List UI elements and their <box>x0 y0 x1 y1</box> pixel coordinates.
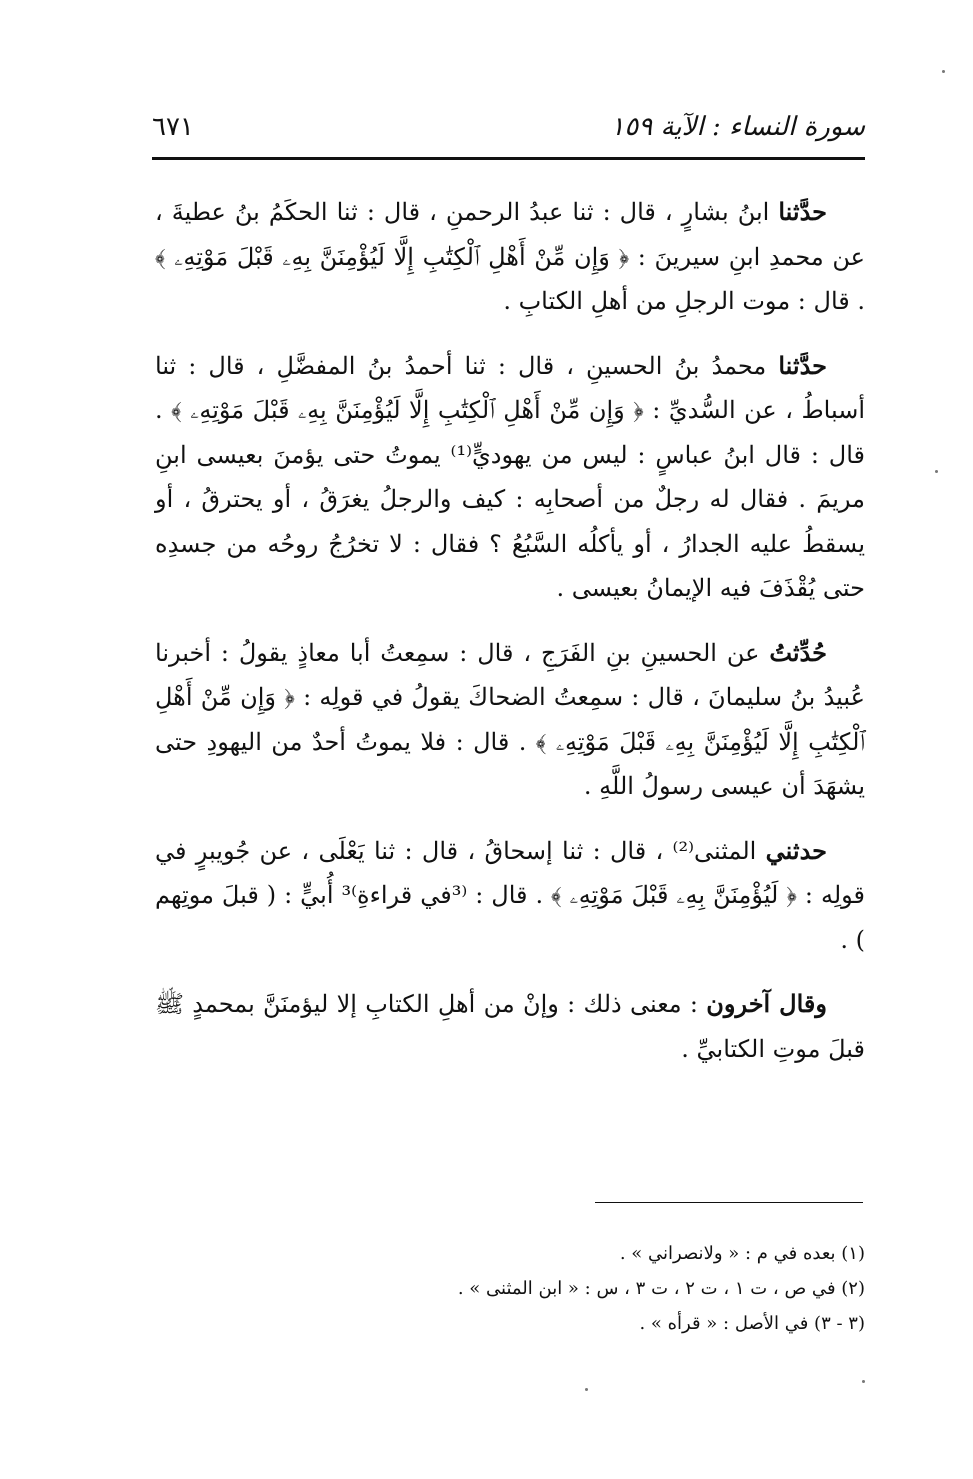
scan-speck <box>935 470 938 473</box>
footnote-3: (٣ - ٣) في الأصل : « قرأه » . <box>639 1313 865 1334</box>
paragraph-body: المثنى⁽²⁾ ، قال : ثنا إسحاقُ ، قال : ثنا يَعْلَى ، عن جُويبرٍ في قولِه : ﴿ لَيُؤْمِنَنَّ بِهِۦ قَبْلَ مَوْتِهِۦ ﴾ . قال : ⁽³في قراءةِ⁾³ أُبيٍّ : ( قبلَ موتِهم ) . <box>155 836 866 954</box>
paragraph-3 <box>155 631 865 809</box>
page-header <box>152 112 865 152</box>
page-number: ٦٧١ <box>152 112 194 142</box>
paragraph-1 <box>155 190 865 324</box>
paragraph-lead: حدثني <box>765 835 827 865</box>
surah-title: سورة النساء : الآية ١٥٩ <box>610 112 865 142</box>
paragraph-body: : معنى ذلك : وإنْ من أهلِ الكتابِ إلا ليؤمنَنَّ بمحمدٍ ﷺ قبلَ موتِ الكتابيِّ . <box>155 990 865 1063</box>
footnotes <box>155 1236 865 1341</box>
paragraph-2 <box>155 344 865 611</box>
paragraph-body: ابنُ بشارٍ ، قال : ثنا عبدُ الرحمنِ ، قال : ثنا الحكَمُ بنُ عطيةَ ، عن محمدِ ابنِ سيرينَ : ﴿ وَإِن مِّنْ أَهْلِ ٱلْكِتَٰبِ إِلَّا لَيُؤْمِنَنَّ بِهِۦ قَبْلَ مَوْتِهِۦ ﴾ . قال : موت الرجلِ من أهلِ الكتابِ . <box>155 198 865 315</box>
paragraph-5 <box>155 982 865 1071</box>
scan-speck <box>942 70 945 73</box>
paragraph-lead: حدَّثنا <box>778 197 827 226</box>
footnote-1: (١) بعده في م : « ولانصراني » . <box>619 1243 865 1264</box>
footnote-2: (٢) في ص ، ت ١ ، ت ٢ ، ت ٣ ، س : « ابن المثنى » . <box>457 1278 865 1299</box>
header-rule <box>152 157 865 160</box>
paragraph-body: محمدُ بنُ الحسينِ ، قال : ثنا أحمدُ بنُ المفضَّلِ ، قال : ثنا أسباطُ ، عن السُّديِّ : ﴿ وَإِن مِّنْ أَهْلِ ٱلْكِتَٰبِ إِلَّا لَيُؤْمِنَنَّ بِهِۦ قَبْلَ مَوْتِهِۦ ﴾ . قال : قال ابنُ عباسٍ : ليس من يهوديٍّ⁽¹⁾ يموتُ حتى يؤمنَ بعيسى ابنِ مريمَ . فقال له رجلٌ من أصحابِه : كيف والرجلُ يغرَقُ ، أو يحترقُ ، أو يسقطُ عليه الجدارُ ، أو يأكلُه السَّبُعُ ؟ فقال : لا تخرُجُ روحُه من جسدِه حتى يُقْذَفَ فيه الإيمانُ بعيسى . <box>155 351 865 602</box>
paragraph-lead: حدَّثنا <box>778 350 827 380</box>
scan-speck <box>585 1388 588 1391</box>
paragraph-4 <box>155 829 865 963</box>
scan-speck <box>862 1380 865 1383</box>
paragraph-body: عن الحسينِ بنِ الفَرَجِ ، قال : سمِعتُ أبا معاذٍ يقولُ : أخبرنا عُبيدُ بنُ سليمانَ ، قال : سمِعتُ الضحاكَ يقولُ في قولِه : ﴿ وَإِن مِّنْ أَهْلِ ٱلْكِتَٰبِ إِلَّا لَيُؤْمِنَنَّ بِهِۦ قَبْلَ مَوْتِهِۦ ﴾ . قال : فلا يموتُ أحدٌ من اليهودِ حتى يشهَدَ أن عيسى رسولُ اللَّهِ . <box>155 638 865 800</box>
paragraph-lead: وقال آخرون <box>706 989 827 1018</box>
paragraph-lead: حُدِّثتُ <box>769 637 827 667</box>
main-text <box>155 190 865 1091</box>
footnote-separator <box>595 1202 863 1203</box>
